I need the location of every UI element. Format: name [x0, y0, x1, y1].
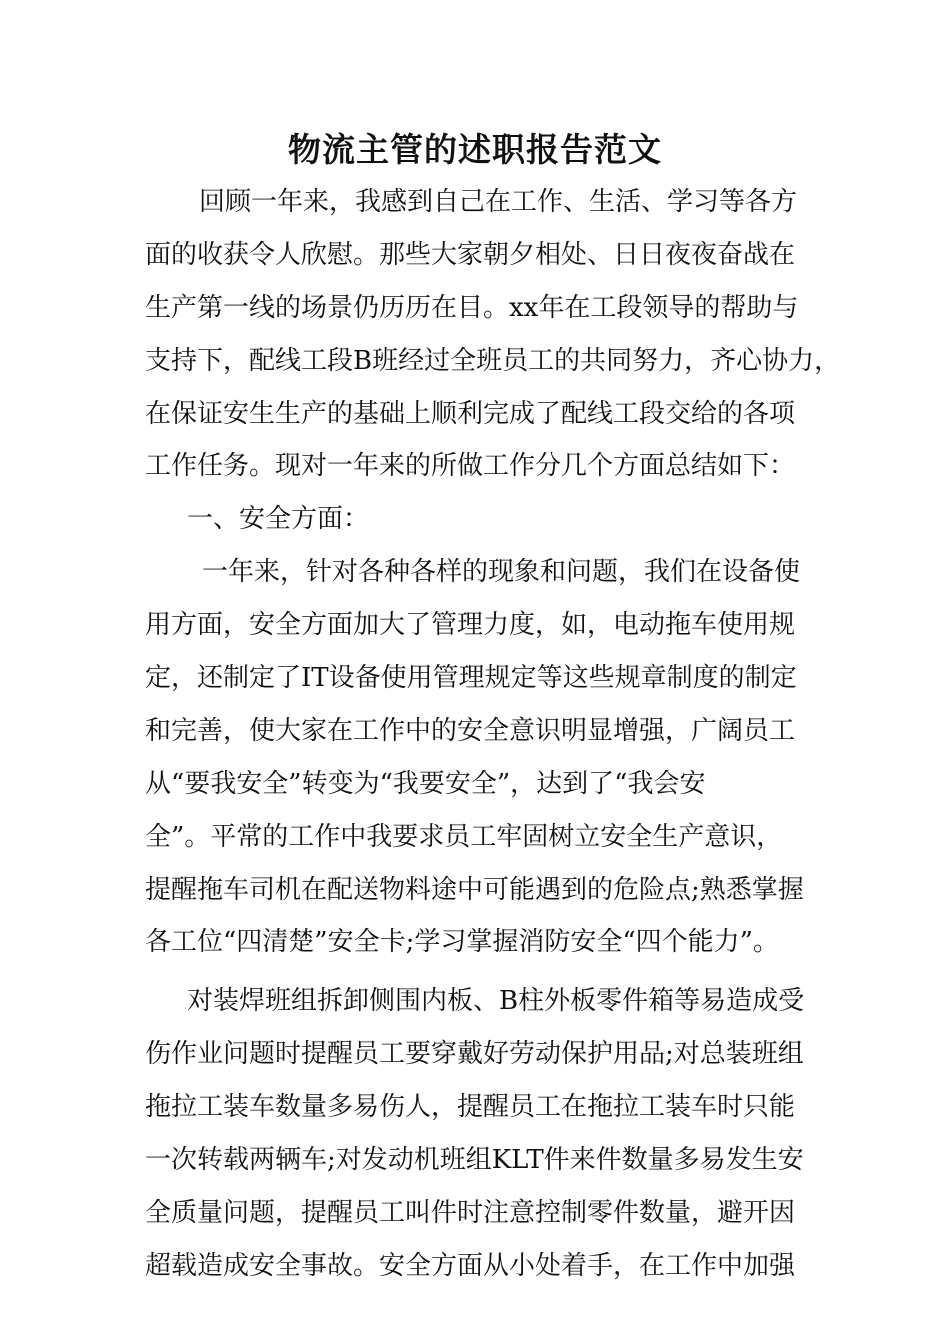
document-title: 物流主管的述职报告范文: [288, 130, 662, 169]
paragraph-line: 伤作业问题时提醒员工要穿戴好劳动保护用品;对总装班组: [145, 1039, 804, 1070]
paragraph-line: 拖拉工装车数量多易伤人，提醒员工在拖拉工装车时只能: [145, 1092, 796, 1123]
paragraph-line: 各工位“四清楚”安全卡;学习掌握消防安全“四个能力”。: [145, 927, 779, 958]
paragraph-line: 回顾一年来，我感到自己在工作、生活、学习等各方: [199, 187, 798, 217]
paragraph-line: 对装焊班组拆卸侧围内板、B柱外板零件箱等易造成受: [187, 986, 805, 1017]
paragraph-line: 一次转载两辆车;对发动机班组KLT件来件数量多易发生安: [145, 1145, 804, 1176]
paragraph-line: 工作任务。现对一年来的所做工作分几个方面总结如下：: [145, 451, 796, 482]
paragraph-line: 全质量问题，提醒员工叫件时注意控制零件数量，避开因: [145, 1197, 796, 1228]
paragraph-line: 定，还制定了IT设备使用管理规定等这些规章制度的制定: [145, 663, 797, 694]
paragraph-line: 和完善，使大家在工作中的安全意识明显增强，广阔员工: [145, 715, 796, 746]
paragraph-line: 提醒拖车司机在配送物料途中可能遇到的危险点;熟悉掌握: [145, 874, 804, 905]
paragraph-line: 面的收获令人欣慰。那些大家朝夕相处、日日夜夜奋战在: [145, 239, 796, 270]
document-body: [145, 176, 841, 1293]
paragraph-line: 支持下，配线工段B班经过全班员工的共同努力，齐心协力，: [145, 345, 841, 376]
paragraph-line: 用方面，安全方面加大了管理力度，如，电动拖车使用规: [145, 610, 796, 641]
paragraph-line: 从“要我安全”转变为“我要安全”，达到了“我会安: [145, 768, 706, 799]
paragraph-line: 超载造成安全事故。安全方面从小处着手，在工作中加强: [145, 1250, 796, 1281]
paragraph-line: 在保证安生生产的基础上顺利完成了配线工段交给的各项: [145, 398, 796, 429]
paragraph-line: 一年来，针对各种各样的现象和问题，我们在设备使: [202, 557, 801, 588]
paragraph-line: 全”。平常的工作中我要求员工牢固树立安全生产意识，: [145, 821, 783, 852]
section-heading: 一、安全方面：: [187, 504, 370, 535]
paragraph-line: 生产第一线的场景仍历历在目。xx年在工段领导的帮助与: [145, 292, 799, 323]
